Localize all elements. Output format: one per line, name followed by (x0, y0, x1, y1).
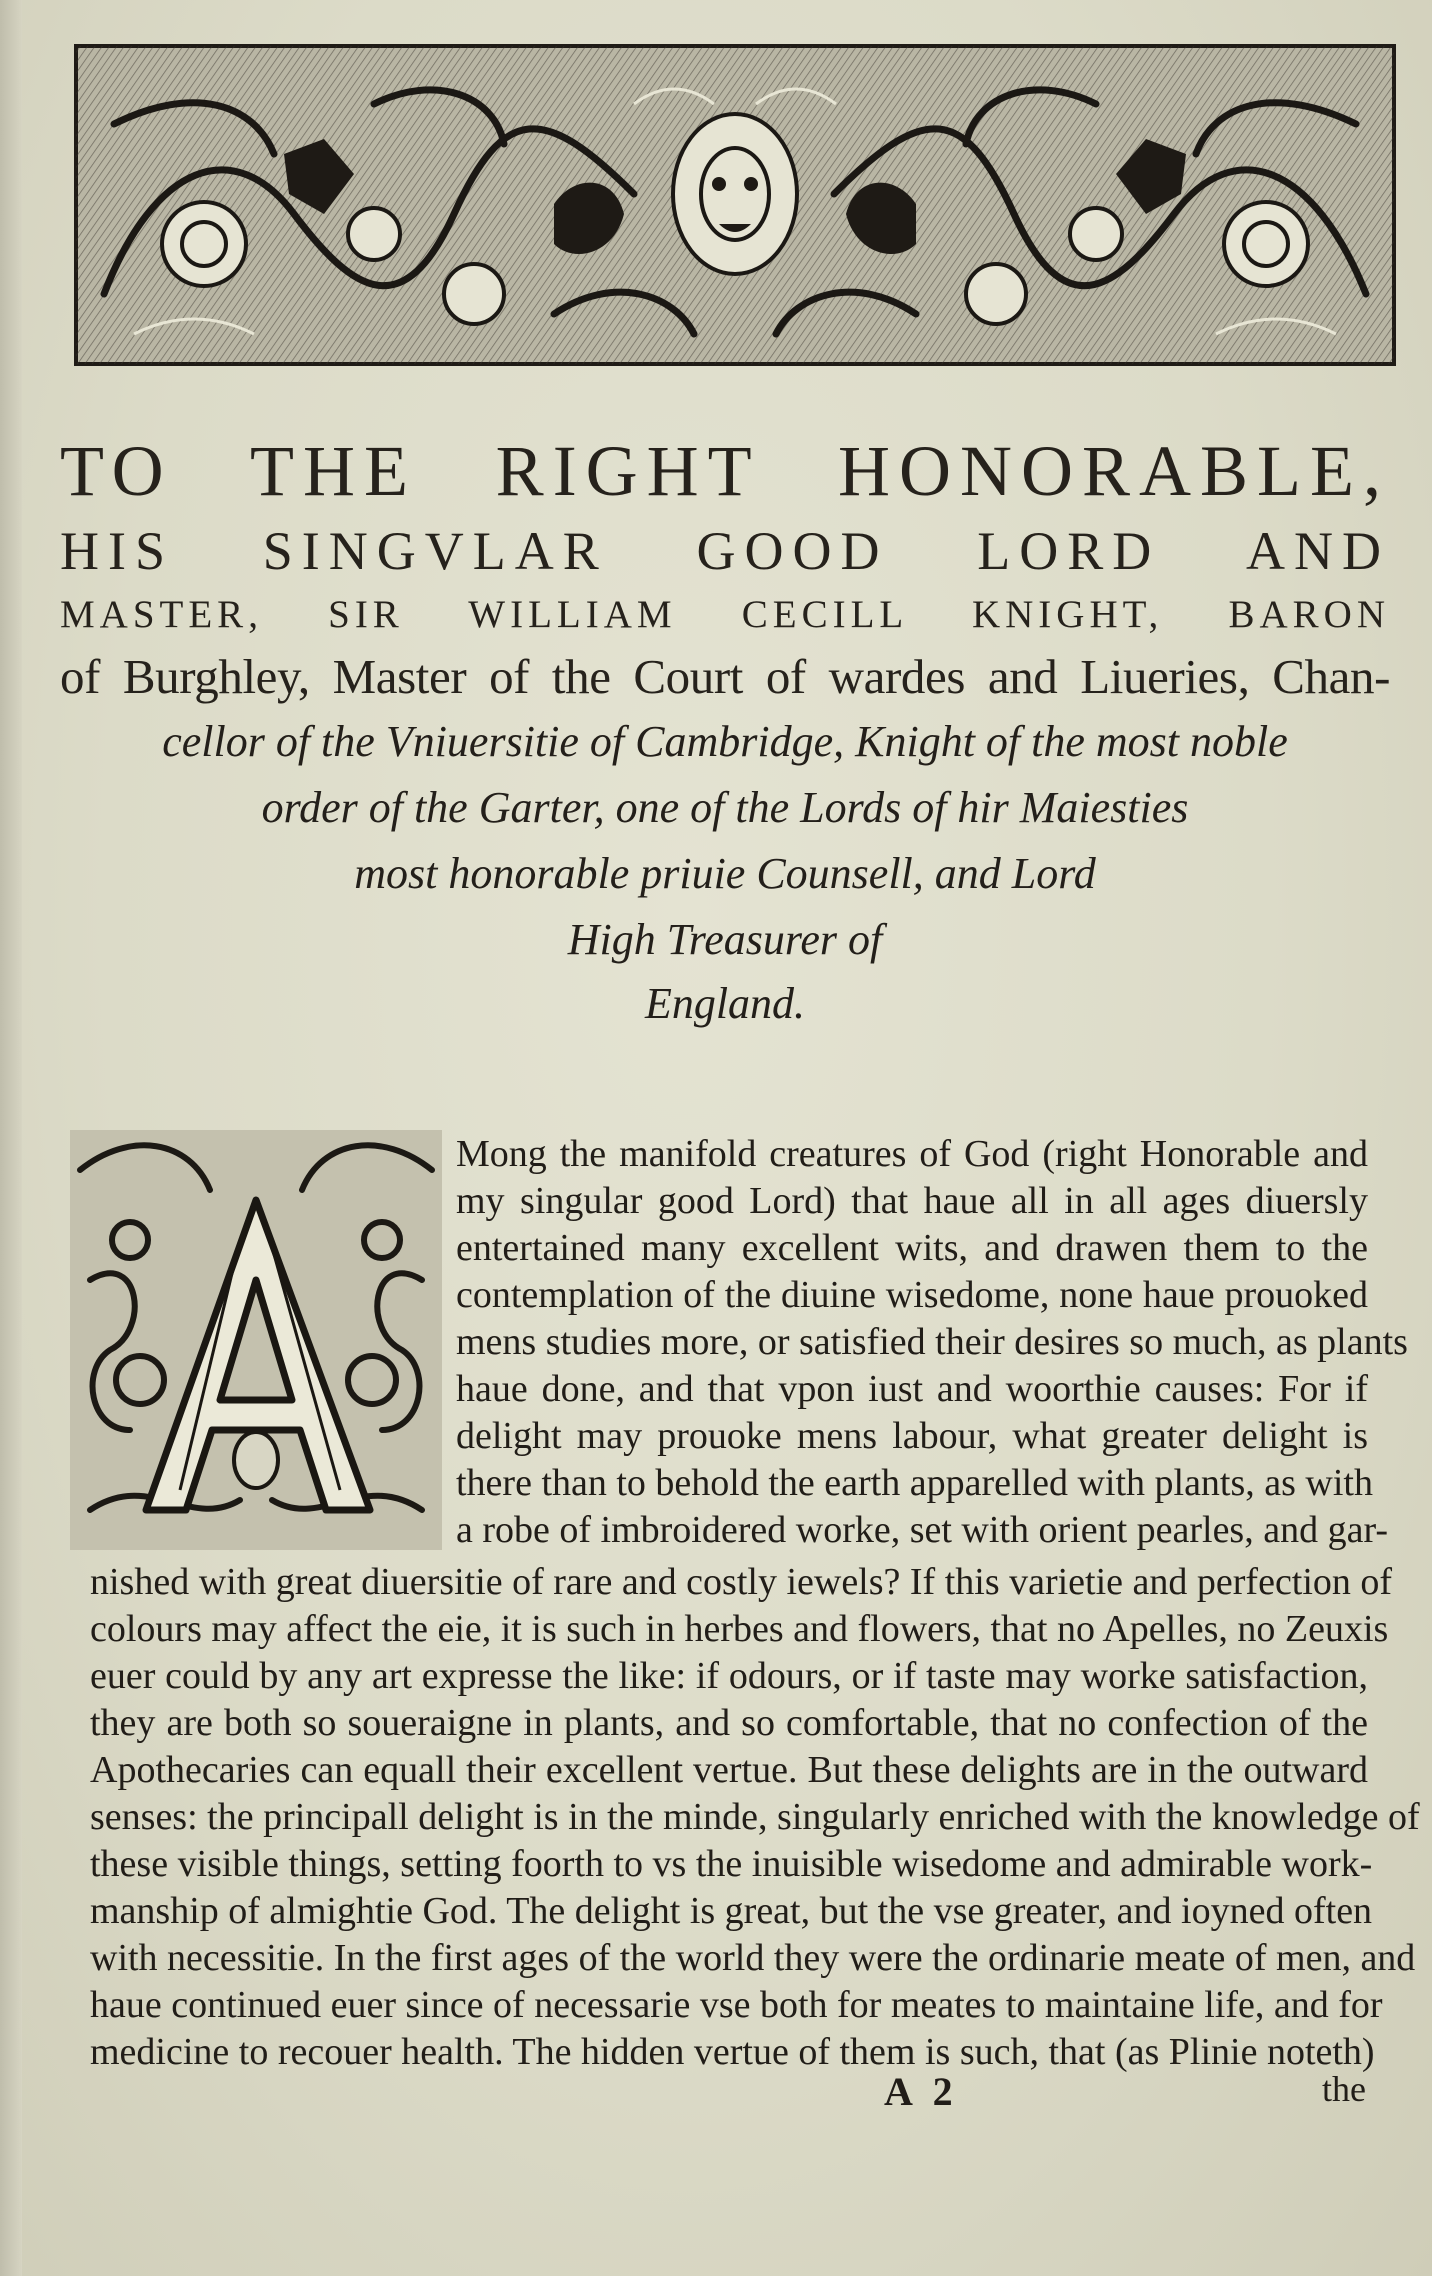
historiated-initial-a-icon (70, 1130, 442, 1550)
body-line: euer could by any art expresse the like: if odours, or if taste may worke satisfaction, (90, 1655, 1368, 1697)
body-line: haue continued euer since of necessarie vse both for meates to maintaine life, and for (90, 1984, 1383, 2026)
dedication-title (60, 0, 1390, 1040)
title-line-2: HIS SINGVLAR GOOD LORD AND (60, 521, 1390, 581)
body-line: there than to behold the earth apparelled with plants, as with (456, 1462, 1373, 1504)
body-line: with necessitie. In the first ages of the world they were the ordinarie meate of men, and (90, 1937, 1416, 1979)
body-line: Apothecaries can equall their excellent vertue. But these delights are in the outward (90, 1749, 1368, 1791)
body-line: entertained many excellent wits, and drawen them to the (456, 1227, 1368, 1269)
body-line: Mong the manifold creatures of God (right Honorable and (456, 1133, 1368, 1175)
signature-mark: A 2 (884, 2069, 959, 2114)
body-line: my singular good Lord) that haue all in all ages diuersly (456, 1180, 1368, 1222)
page-gutter (0, 0, 22, 2276)
title-line-3: MASTER, SIR WILLIAM CECILL KNIGHT, BARON (60, 593, 1390, 636)
italic-line-5: England. (644, 979, 806, 1028)
body-line: mens studies more, or satisfied their desires so much, as plants (456, 1321, 1408, 1363)
body-line: contemplation of the diuine wisedome, none haue prouoked (456, 1274, 1368, 1316)
italic-line-1: cellor of the Vniuersitie of Cambridge, Knight of the most noble (162, 717, 1288, 766)
italic-line-2: order of the Garter, one of the Lords of hir Maiesties (261, 783, 1189, 832)
title-line-1: TO THE RIGHT HONORABLE, (60, 431, 1390, 511)
catchword: the (1322, 2069, 1366, 2109)
body-line: they are both so soueraigne in plants, and so comfortable, that no confection of the (90, 1702, 1368, 1744)
body-line: manship of almightie God. The delight is great, but the vse greater, and ioyned often (90, 1890, 1373, 1932)
body-line: medicine to recouer health. The hidden vertue of them is such, that (as Plinie noteth) (90, 2031, 1375, 2073)
body-line: haue done, and that vpon iust and woorthie causes: For if (456, 1368, 1368, 1410)
body-line: a robe of imbroidered worke, set with orient pearles, and gar- (456, 1509, 1389, 1551)
body-line: colours may affect the eie, it is such in herbes and flowers, that no Apelles, no Zeuxis (90, 1608, 1389, 1650)
italic-line-3: most honorable priuie Counsell, and Lord (354, 849, 1096, 898)
title-line-4: of Burghley, Master of the Court of wardes and Liueries, Chan- (60, 649, 1390, 704)
italic-line-4: High Treasurer of (567, 915, 883, 964)
body-line: delight may prouoke mens labour, what greater delight is (456, 1415, 1368, 1457)
body-line: these visible things, setting foorth to vs the inuisible wisedome and admirable work- (90, 1843, 1373, 1885)
body-line: senses: the principall delight is in the minde, singularly enriched with the knowledge of (90, 1796, 1420, 1838)
body-line: nished with great diuersitie of rare and costly iewels? If this varietie and perfection of (90, 1561, 1393, 1603)
